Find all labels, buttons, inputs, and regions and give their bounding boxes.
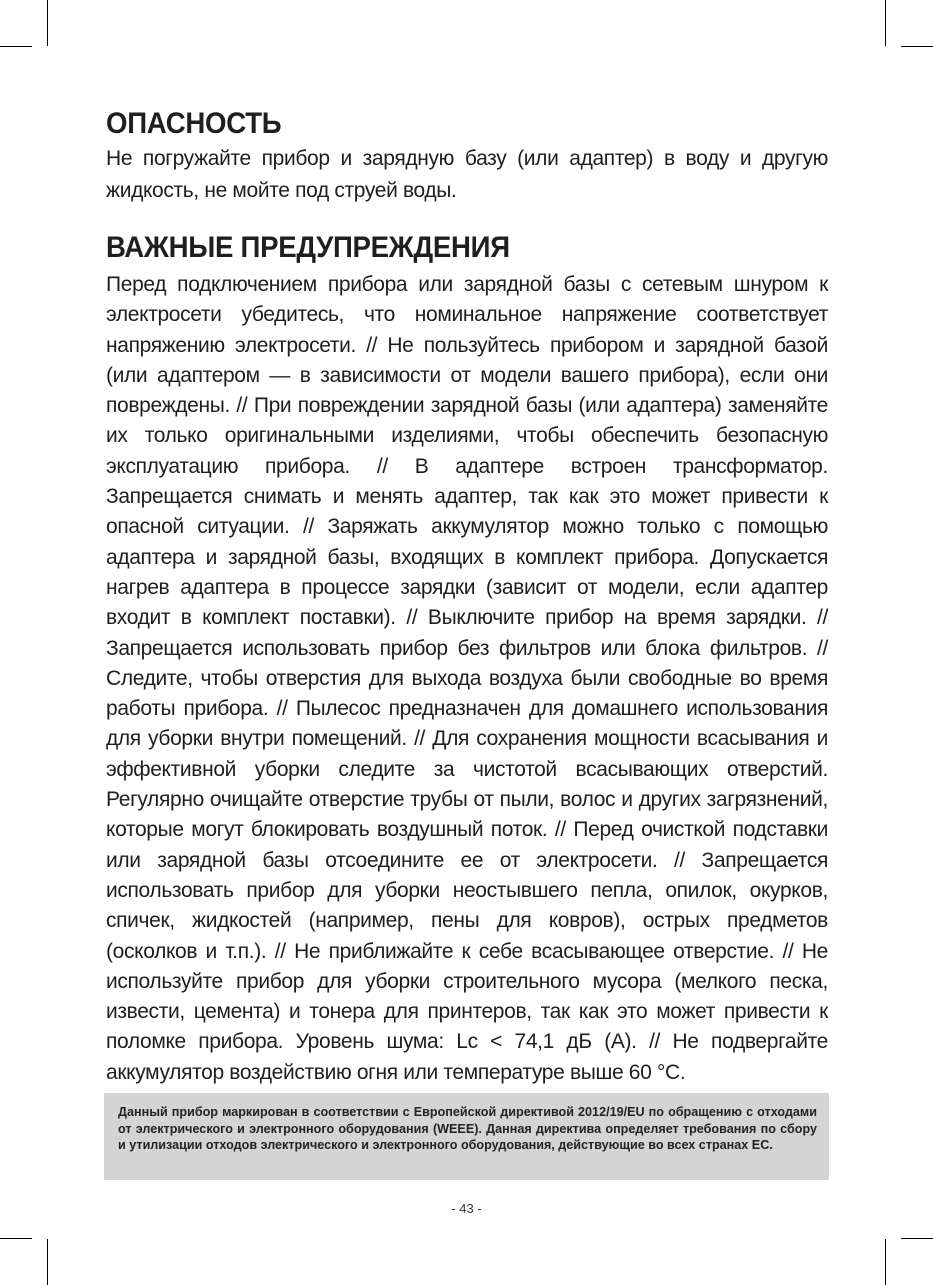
crop-mark-top-right-horizontal xyxy=(901,46,933,47)
crop-mark-bottom-right-horizontal xyxy=(901,1238,933,1239)
warnings-heading: ВАЖНЫЕ ПРЕДУПРЕЖДЕНИЯ xyxy=(106,231,510,264)
danger-text: Не погружайте прибор и зарядную базу (или адаптер) в воду и другую жидкость, не мойте под струей воды. xyxy=(106,147,828,202)
page-number: - 43 - xyxy=(451,1201,482,1216)
weee-notice-box xyxy=(104,1093,829,1180)
crop-mark-top-left-vertical xyxy=(47,0,48,46)
crop-mark-bottom-right-vertical xyxy=(885,1239,886,1285)
warnings-text: Перед подключением прибора или зарядной базы с сетевым шнуром к электросети убедитесь, что номинальное напряжение соответствует напряжению электросети. // Не пользуйтесь прибором и зарядной базой (или адаптером — в зависимости от модели вашего прибора), если они повреждены. // При повреждении зарядной базы (или адаптера) заменяйте их только оригинальными изделиями, чтобы обеспечить безопасную эксплуатацию прибора. // В адаптере встроен трансформатор. Запрещается снимать и менять адаптер, так как это может привести к опасной ситуации. // Заряжать аккумулятор можно только с помощью адаптера и зарядной базы, входящих в комплект прибора. Допускается нагрев адаптера в процессе зарядки (зависит от модели, если адаптер входит в комплект поставки). // Выключите прибор на время зарядки. // Запрещается использовать прибор без фильтров или блока фильтров. // Следите, чтобы отверстия для выхода воздуха были свободные во время работы прибора. // Пылесос предназначен для домашнего использования для уборки внутри помещений. // Для сохранения мощности всасывания и эффективной уборки следите за чистотой всасывающих отверстий. Регулярно очищайте отверстие трубы от пыли, волос и других загрязнений, которые могут блокировать воздушный поток. // Перед очисткой подставки или зарядной базы отсоедините ее от электросети. // Запрещается использовать прибор для уборки неостывшего пепла, опилок, окурков, спичек, жидкостей (например, пены для ковров), острых предметов (осколков и т.п.). // Не приближайте к себе всасывающее отверстие. // Не используйте прибор для уборки строительного мусора (мелкого песка, извести, цемента) и тонера для принтеров, так как это может привести к поломке прибора. Уровень шума: Lc < 74,1 дБ (A). // Не подвергайте аккумулятор воздействию огня или температуре выше 60 °C. xyxy=(106,273,828,1084)
crop-mark-bottom-left-vertical xyxy=(47,1239,48,1285)
danger-heading: ОПАСНОСТЬ xyxy=(106,107,282,140)
weee-notice-text: Данный прибор маркирован в соответствии с Европейской директивой 2012/19/EU по обращению с отходами от электрического и электронного оборудования (WEEE). Данная директива определяет требования по сбору и утилизации отходов электрического и электронного оборудования, действующие во всех странах ЕС. xyxy=(118,1105,817,1152)
warnings-section xyxy=(106,232,828,1088)
crop-mark-top-right-vertical xyxy=(885,0,886,46)
crop-mark-top-left-horizontal xyxy=(0,46,32,47)
crop-mark-bottom-left-horizontal xyxy=(0,1238,32,1239)
danger-section xyxy=(106,108,828,207)
